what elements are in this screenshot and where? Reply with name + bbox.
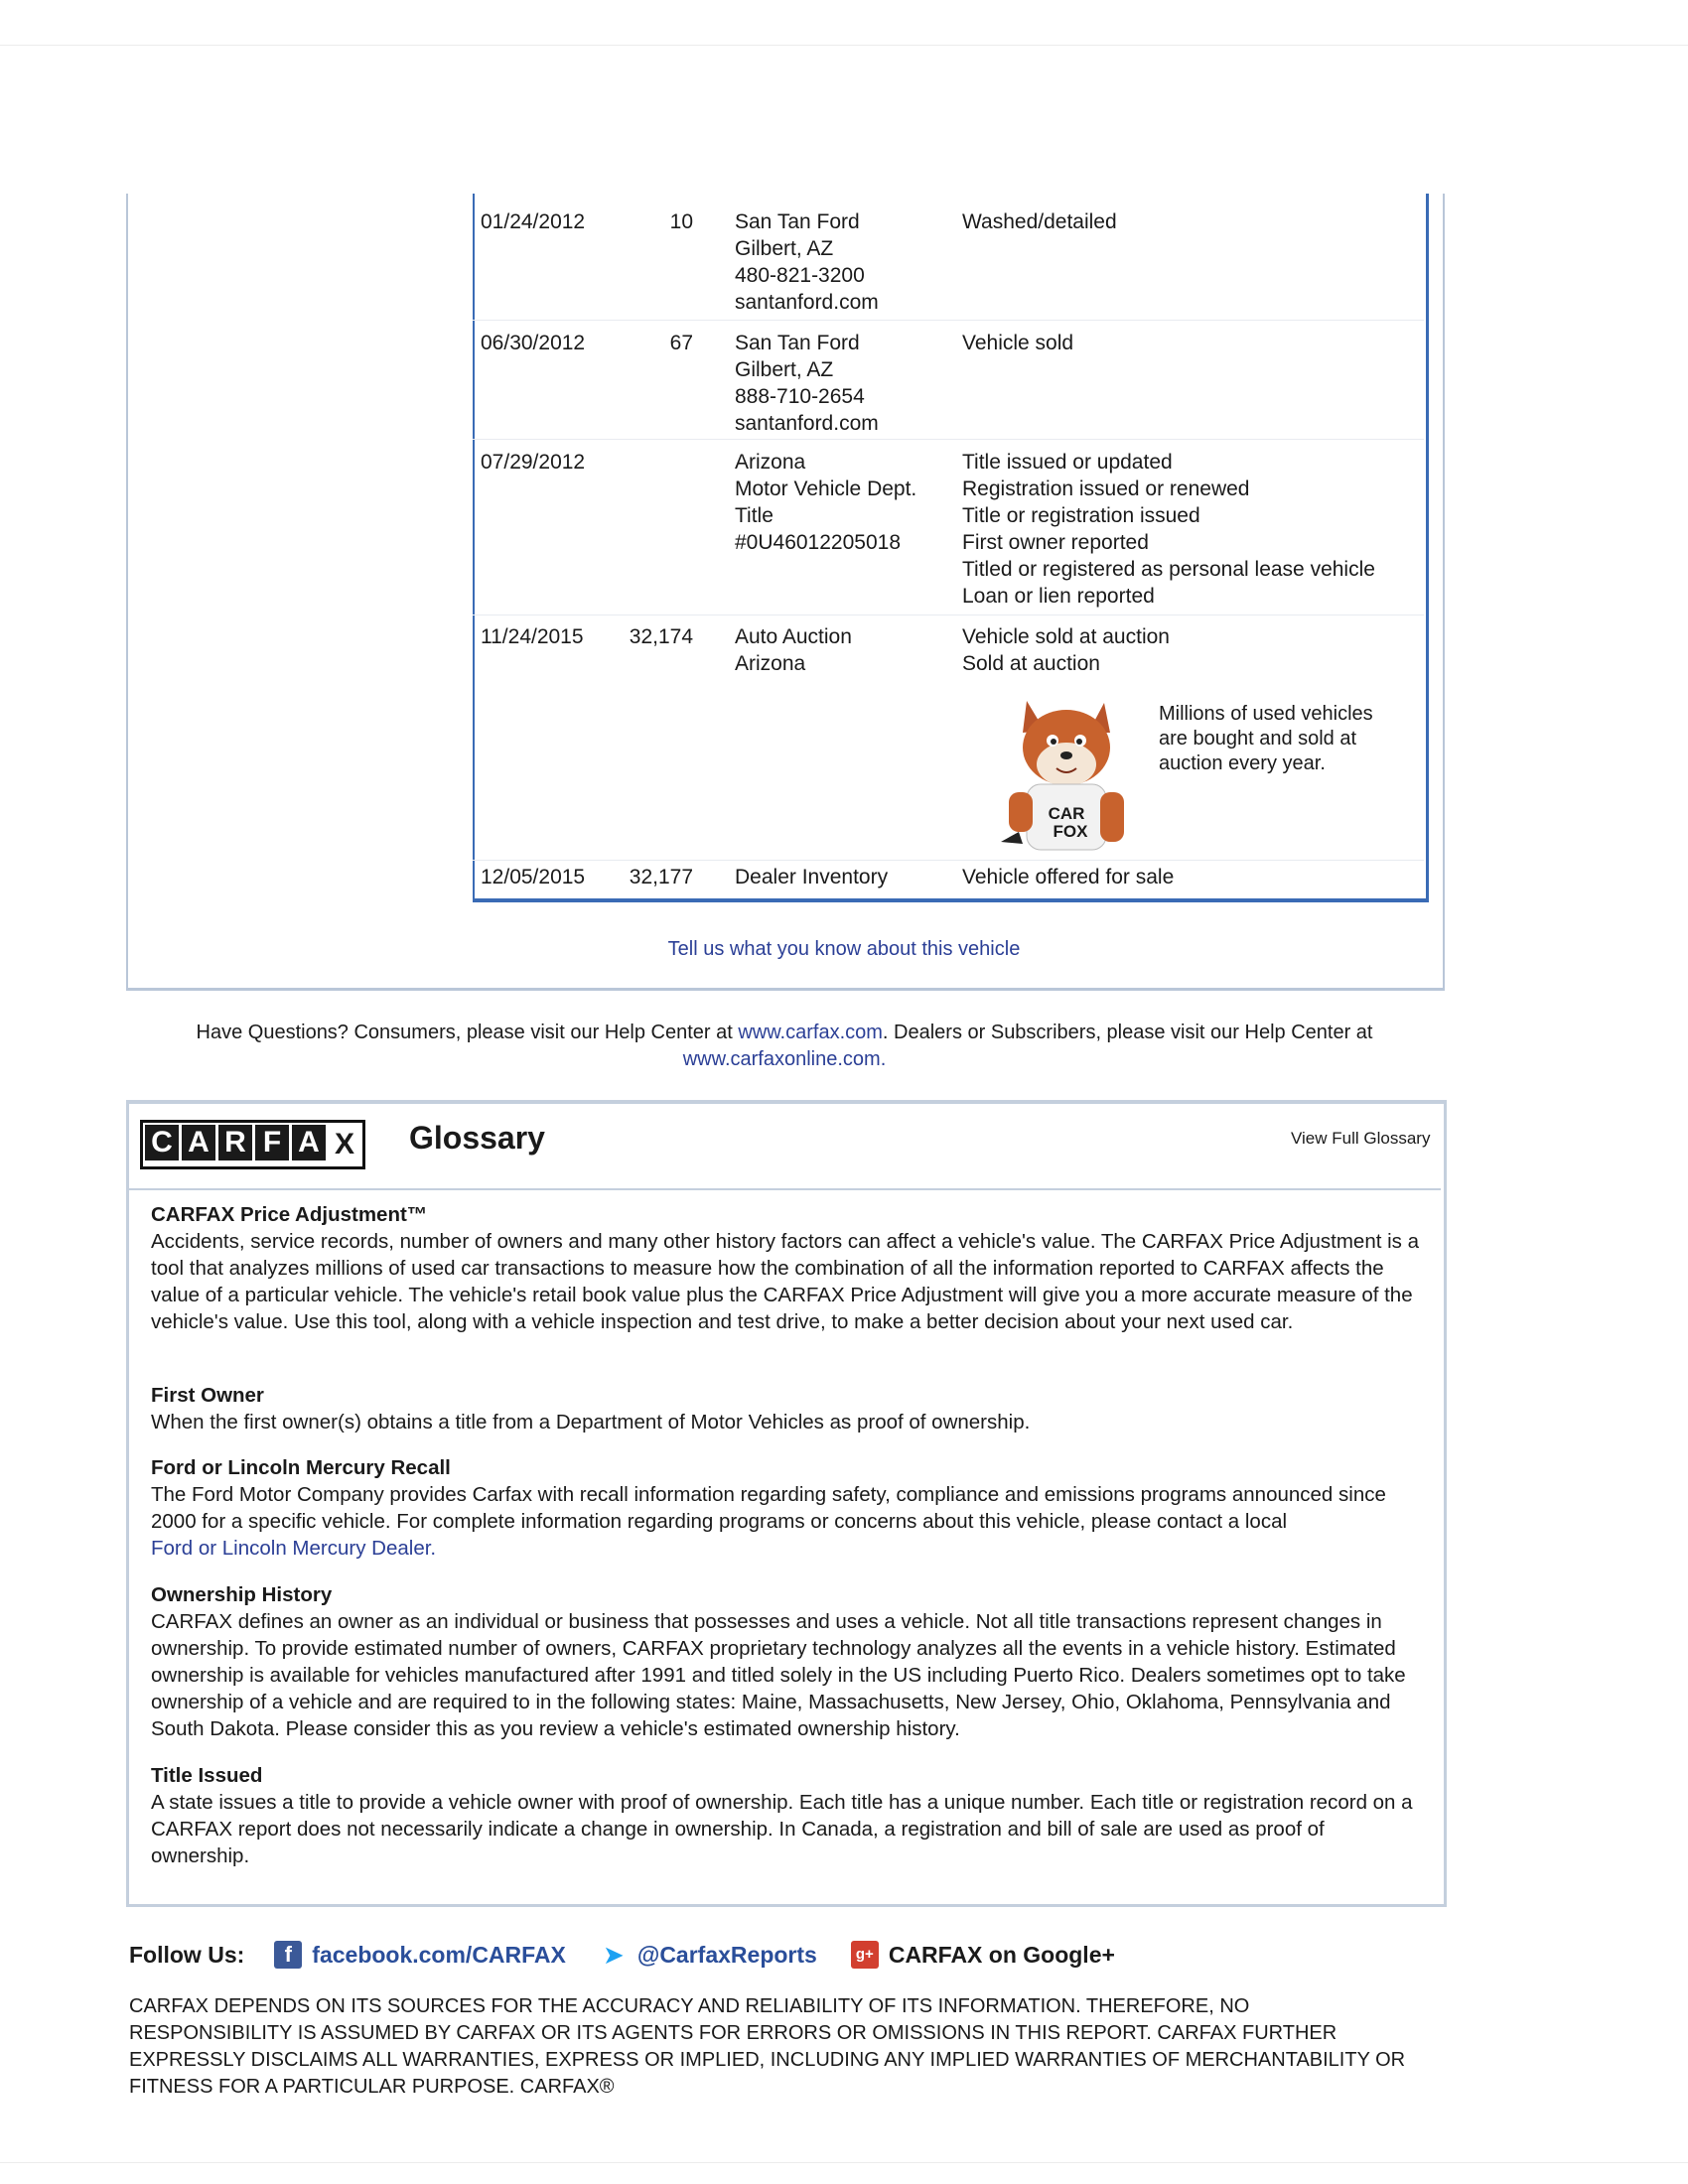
source-line: Auto Auction: [735, 625, 852, 648]
glossary-divider: [129, 1188, 1441, 1190]
history-source: [735, 208, 879, 316]
logo-letter: A: [292, 1125, 326, 1160]
carfax-logo: [140, 1120, 365, 1169]
term-title: Title Issued: [151, 1764, 263, 1787]
term-body: [151, 1481, 1422, 1562]
comment-line: Registration issued or renewed: [962, 478, 1250, 500]
source-line: santanford.com: [735, 412, 879, 435]
term-title: CARFAX Price Adjustment™: [151, 1203, 428, 1226]
view-full-glossary-link[interactable]: View Full Glossary: [1291, 1129, 1431, 1148]
carfox-mascot-icon: [997, 693, 1136, 855]
carfax-link[interactable]: www.carfax.com: [738, 1022, 883, 1043]
comment-line: Title or registration issued: [962, 504, 1200, 527]
google-plus-text: CARFAX on Google+: [888, 1941, 1115, 1968]
facebook-link[interactable]: [274, 1941, 566, 1969]
logo-letter: R: [218, 1125, 252, 1160]
help-text: . Dealers or Subscribers, please visit our Help Center at: [882, 1022, 1373, 1043]
history-comments: [962, 208, 1117, 235]
history-date: 11/24/2015: [481, 625, 584, 648]
facebook-icon: f: [274, 1941, 302, 1969]
logo-letter: A: [182, 1125, 215, 1160]
glossary-term: [151, 1581, 1422, 1742]
comment-line: First owner reported: [962, 531, 1149, 554]
history-odometer: 10: [669, 210, 693, 233]
glossary-term: [151, 1382, 1422, 1435]
term-body-text: The Ford Motor Company provides Carfax with recall information regarding safety, compliance and emissions programs announced since 2000 for a specific vehicle. For complete information regarding programs or concerns about this vehicle, please contact a local: [151, 1483, 1386, 1533]
history-row: [473, 864, 1424, 897]
fox-note: Millions of used vehicles are bought and sold at auction every year.: [1159, 703, 1373, 774]
comment-line: Loan or lien reported: [962, 585, 1155, 608]
source-line: Arizona: [735, 451, 806, 474]
term-body: When the first owner(s) obtains a title from a Department of Motor Vehicles as proof of ownership.: [151, 1411, 1031, 1433]
term-title: Ownership History: [151, 1583, 333, 1606]
history-comments: [962, 330, 1073, 356]
history-source: [735, 623, 852, 677]
term-title: Ford or Lincoln Mercury Recall: [151, 1456, 451, 1479]
help-text: Have Questions? Consumers, please visit our Help Center at: [196, 1022, 739, 1043]
source-line: santanford.com: [735, 291, 879, 314]
comment-line: Titled or registered as personal lease vehicle: [962, 558, 1375, 581]
source-line: San Tan Ford: [735, 210, 860, 233]
google-plus-link[interactable]: [851, 1941, 1115, 1969]
fox-shirt-text: FOX: [1053, 822, 1088, 841]
tell-us-link[interactable]: Tell us what you know about this vehicle: [667, 938, 1021, 960]
history-date: 06/30/2012: [481, 332, 586, 354]
legal-disclaimer: CARFAX DEPENDS ON ITS SOURCES FOR THE ACCURACY AND RELIABILITY OF ITS INFORMATION. THEREFORE, NO RESPONSIBILITY IS ASSUMED BY CARFAX OR ITS AGENTS FOR ERRORS OR OMISSIONS IN THIS REPORT. CARFAX FURTHER EXPRESSLY DISCLAIMS ALL WARRANTIES, EXPRESS OR IMPLIED, INCLUDING ANY IMPLIED WARRANTIES OF MERCHANTABILITY OR FITNESS FOR A PARTICULAR PURPOSE. CARFAX®: [129, 1995, 1406, 2098]
comment-line: Washed/detailed: [962, 210, 1117, 233]
glossary-term: [151, 1762, 1422, 1869]
history-comments: [962, 864, 1174, 890]
source-line: Gilbert, AZ: [735, 358, 834, 381]
page-top-edge: [0, 45, 1688, 46]
history-date: 07/29/2012: [481, 451, 586, 474]
history-row: [473, 330, 1424, 440]
comment-line: Vehicle sold at auction: [962, 625, 1170, 648]
term-body: CARFAX defines an owner as an individual or business that possesses and uses a vehicle. Not all title transactions represent changes in ownership. To provide estimated number of owners, CARFAX proprietary technology analyzes all the events in a vehicle history. Estimated ownership is available for vehicles manufactured after 1991 and titled solely in the US including Puerto Rico. Dealers sometimes opt to take ownership of a vehicle and are required to in the following states: Maine, Massachusetts, New Jersey, Ohio, Oklahoma, Pennsylvania and South Dakota. Please consider this as you review a vehicle's estimated ownership history.: [151, 1610, 1406, 1740]
comment-line: Vehicle offered for sale: [962, 866, 1175, 888]
logo-letter: F: [255, 1125, 289, 1160]
history-row: [473, 449, 1424, 615]
history-comments: [962, 623, 1170, 677]
history-date: 01/24/2012: [481, 210, 586, 233]
term-body: Accidents, service records, number of owners and many other history factors can affect a vehicle's value. The CARFAX Price Adjustment is a tool that analyzes millions of used car transactions to measure how the combination of all the information reported to CARFAX affects the value of a particular vehicle. The vehicle's retail book value plus the CARFAX Price Adjustment will give you a more accurate measure of the vehicle's value. Use this tool, along with a vehicle inspection and test drive, to make a better decision about your next used car.: [151, 1230, 1420, 1333]
history-odometer: 32,174: [629, 625, 693, 648]
term-title: First Owner: [151, 1384, 264, 1407]
history-source: [735, 330, 879, 437]
source-line: Arizona: [735, 652, 806, 675]
comment-line: Vehicle sold: [962, 332, 1074, 354]
twitter-text: @CarfaxReports: [636, 1941, 817, 1968]
follow-us-bar: [129, 1941, 1149, 1969]
logo-letter: C: [145, 1125, 179, 1160]
glossary-term: [151, 1201, 1422, 1335]
comment-line: Sold at auction: [962, 652, 1100, 675]
comment-line: Title issued or updated: [962, 451, 1173, 474]
source-line: #0U46012205018: [735, 531, 901, 554]
source-line: San Tan Ford: [735, 332, 860, 354]
glossary-title: Glossary: [409, 1120, 545, 1156]
source-line: 480-821-3200: [735, 264, 865, 287]
help-text: .: [880, 1048, 887, 1070]
history-odometer: 32,177: [629, 866, 693, 888]
ford-dealer-link[interactable]: Ford or Lincoln Mercury Dealer.: [151, 1537, 437, 1560]
history-date: 12/05/2015: [481, 866, 586, 888]
history-row: [473, 208, 1424, 321]
facebook-text: facebook.com/CARFAX: [312, 1941, 566, 1968]
follow-label: Follow Us:: [129, 1941, 245, 1968]
help-center-text: [139, 1020, 1430, 1073]
twitter-link[interactable]: [600, 1941, 817, 1969]
source-line: Dealer Inventory: [735, 866, 889, 888]
history-source: [735, 449, 916, 556]
logo-letter: X: [334, 1128, 354, 1160]
page-bottom-edge: [0, 2162, 1688, 2163]
source-line: Gilbert, AZ: [735, 237, 834, 260]
source-line: Motor Vehicle Dept.: [735, 478, 917, 500]
history-comments: [962, 449, 1375, 610]
history-odometer: 67: [669, 332, 693, 354]
fox-shirt-text: CAR: [1048, 804, 1085, 823]
google-plus-icon: g+: [851, 1941, 879, 1969]
term-body: A state issues a title to provide a vehicle owner with proof of ownership. Each title has a unique number. Each title or registration record on a CARFAX report does not necessarily indicate a change in ownership. In Canada, a registration and bill of sale are used as proof of ownership.: [151, 1791, 1413, 1867]
history-source: [735, 864, 888, 890]
glossary-term: [151, 1454, 1422, 1562]
source-line: 888-710-2654: [735, 385, 865, 408]
source-line: Title: [735, 504, 774, 527]
carfaxonline-link[interactable]: www.carfaxonline.com: [682, 1048, 881, 1070]
twitter-bird-icon: ➤: [602, 1940, 625, 1970]
